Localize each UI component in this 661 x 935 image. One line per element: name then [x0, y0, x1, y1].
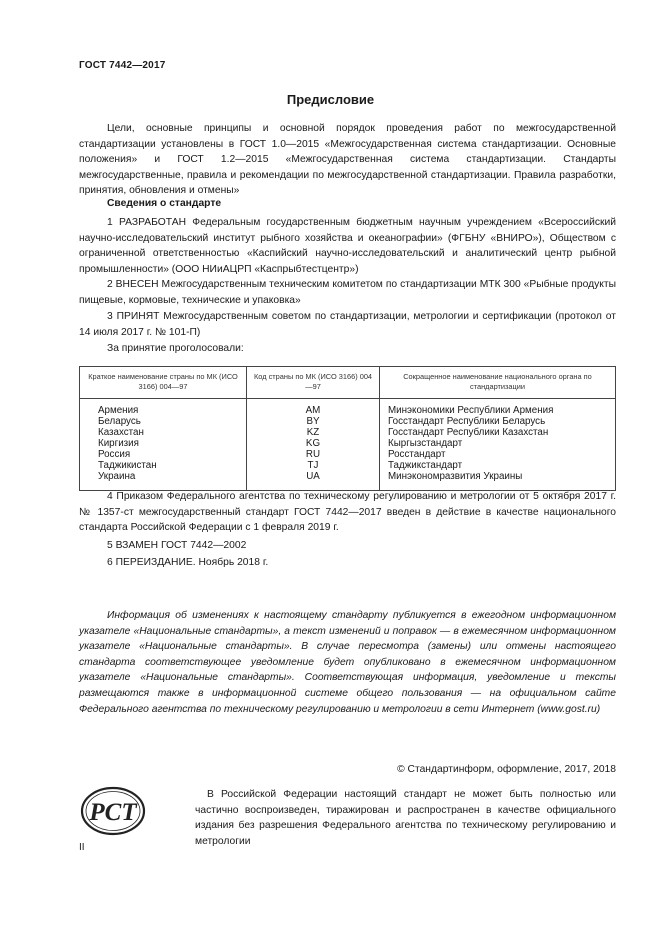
table-cell-country: Украина: [80, 471, 247, 491]
table-cell-body: Госстандарт Республики Беларусь: [380, 416, 616, 427]
table-cell-country: Армения: [80, 399, 247, 417]
table-header-body: Сокращенное наименование национального органа по стандартизации: [380, 367, 616, 399]
table-cell-body: Росстандарт: [380, 449, 616, 460]
table-cell-country: Киргизия: [80, 438, 247, 449]
table-row: [80, 399, 616, 417]
table-cell-code: UA: [247, 471, 380, 491]
table-row: [80, 449, 616, 460]
item-2-paragraph: 2 ВНЕСЕН Межгосударственным техническим комитетом по стандартизации МТК 300 «Рыбные продукты пищевые, кормовые, технические и упаковка»: [79, 279, 616, 306]
table-cell-country: Россия: [80, 449, 247, 460]
table-cell-body: Минэкономики Республики Армения: [380, 399, 616, 417]
rst-logo-icon: [80, 786, 146, 836]
table-cell-body: Таджикстандарт: [380, 460, 616, 471]
table-cell-body: Минэкономразвития Украины: [380, 471, 616, 491]
item-4-paragraph: 4 Приказом Федерального агентства по техническому регулированию и метрологии от 5 октября 2017 г. № 1357-ст межгосударственный стандарт ГОСТ 7442—2017 введен в действие в качестве национального стандарта Российской Федерации с 1 февраля 2019 г.: [79, 491, 616, 534]
table-cell-country: Беларусь: [80, 416, 247, 427]
table-cell-code: AM: [247, 399, 380, 417]
table-cell-country: Таджикистан: [80, 460, 247, 471]
doc-code: ГОСТ 7442—2017: [79, 60, 166, 71]
page-number: II: [79, 842, 85, 853]
copyright-line: © Стандартинформ, оформление, 2017, 2018: [397, 764, 616, 775]
item-6-line: 6 ПЕРЕИЗДАНИЕ. Ноябрь 2018 г.: [107, 557, 269, 568]
table-cell-body: Кыргызстандарт: [380, 438, 616, 449]
section-heading: Сведения о стандарте: [107, 198, 222, 209]
table-header-code: Код страны по МК (ИСО 3166) 004—97: [247, 367, 380, 399]
table-cell-country: Казахстан: [80, 427, 247, 438]
table-cell-code: KG: [247, 438, 380, 449]
table-row: [80, 427, 616, 438]
table-row: [80, 471, 616, 491]
logo-text: РСТ: [89, 799, 137, 826]
voted-label: За принятие проголосовали:: [107, 343, 244, 354]
table-cell-code: TJ: [247, 460, 380, 471]
table-header-row: [80, 367, 616, 399]
page-title: Предисловие: [286, 92, 375, 107]
table-row: [80, 416, 616, 427]
table-row: [80, 438, 616, 449]
item-3-paragraph: 3 ПРИНЯТ Межгосударственным советом по стандартизации, метрологии и сертификации (протокол от 14 июля 2017 г. № 101-П): [79, 311, 616, 338]
vote-table: [79, 366, 616, 491]
intro-paragraph: Цели, основные принципы и основной порядок проведения работ по межгосударственной стандартизации установлены в ГОСТ 1.0—2015 «Межгосударственная система стандартизации. Основные положения» и ГОСТ 1.2—2015 «Межгосударственная система стандартизации. Стандарты межгосударственные, правила и рекомендации по межгосударственной стандартизации. Правила разработки, принятия, обновления и отмены»: [79, 123, 616, 197]
table-cell-body: Госстандарт Республики Казахстан: [380, 427, 616, 438]
table-row: [80, 460, 616, 471]
item-1-paragraph: 1 РАЗРАБОТАН Федеральным государственным бюджетным научным учреждением «Всероссийский научно-исследовательский институт рыбного хозяйства и океанографии» (ФГБНУ «ВНИРО»), Обществом с ограниченной ответственностью «Каспийский научно-исследовательский и аналитический центр рыбной промышленности» (ООО НИиАЦРП «Каспрыбтестцентр»): [79, 217, 616, 275]
table-cell-code: BY: [247, 416, 380, 427]
table-header-country: Краткое наименование страны по МК (ИСО 3166) 004—97: [80, 367, 247, 399]
table-cell-code: RU: [247, 449, 380, 460]
item-5-line: 5 ВЗАМЕН ГОСТ 7442—2002: [107, 540, 247, 551]
info-block: Информация об изменениях к настоящему стандарту публикуется в ежегодном информационном указателе «Национальные стандарты», а текст изменений и поправок — в ежемесячном информационном указателе «Национальные стандарты». В случае пересмотра (замены) или отмены настоящего стандарта соответствующее уведомление будет опубликовано в ежемесячном информационном указателе «Национальные стандарты». Соответствующая информация, уведомление и тексты размещаются также в информационной системе общего пользования — на официальном сайте Федерального агентства по техническому регулированию и метрологии в сети Интернет (www.gost.ru): [79, 610, 616, 715]
copyright-notice: В Российской Федерации настоящий стандарт не может быть полностью или частично воспроизведен, тиражирован и распространен в качестве официального издания без разрешения Федерального агентства по техническому регулированию и метрологии: [195, 789, 616, 847]
table-cell-code: KZ: [247, 427, 380, 438]
